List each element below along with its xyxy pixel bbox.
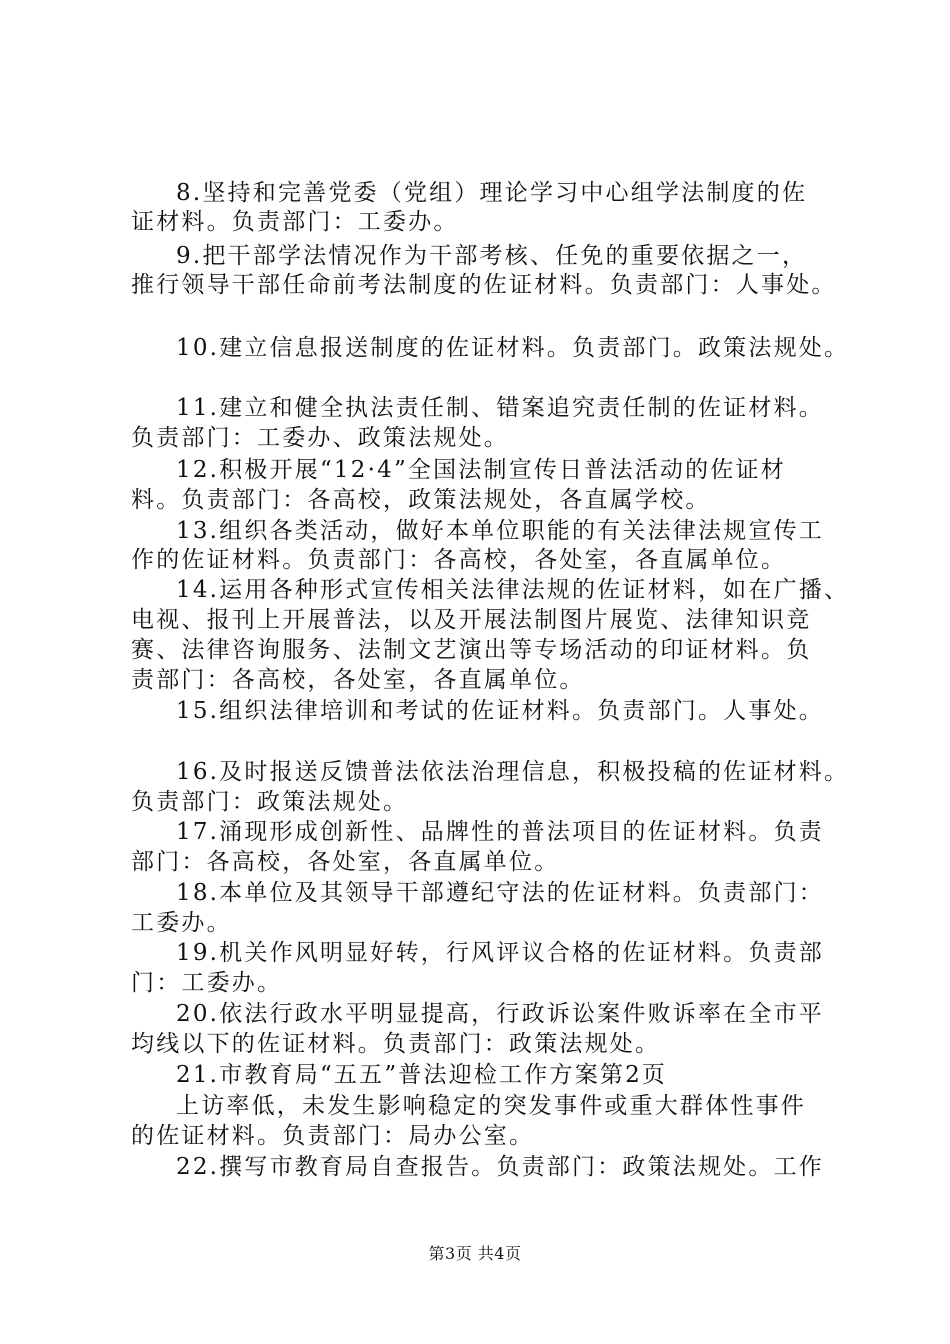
text-line: 负责部门：政策法规处。 <box>131 789 409 815</box>
text-line: 料。负责部门：各高校，政策法规处，各直属学校。 <box>131 487 711 513</box>
text-line: 的佐证材料。负责部门：局办公室。 <box>131 1123 535 1149</box>
text-line: 11.建立和健全执法责任制、错案追究责任制的佐证材料。 <box>176 395 824 421</box>
text-line: 14.运用各种形式宣传相关法律法规的佐证材料，如在广播、 <box>176 577 850 603</box>
text-line: 责部门：各高校，各处室，各直属单位。 <box>131 667 585 693</box>
text-line: 部门：各高校，各处室，各直属单位。 <box>131 849 560 875</box>
text-line: 21.市教育局“五五”普法迎检工作方案第2页 <box>176 1062 668 1088</box>
text-line: 门：工委办。 <box>131 970 283 996</box>
text-line: 均线以下的佐证材料。负责部门：政策法规处。 <box>131 1031 661 1057</box>
text-line: 20.依法行政水平明显提高，行政诉讼案件败诉率在全市平 <box>176 1001 824 1027</box>
text-line: 22.撰写市教育局自查报告。负责部门：政策法规处。工作 <box>176 1154 824 1180</box>
text-line: 12.积极开展“12·4”全国法制宣传日普法活动的佐证材 <box>176 457 786 483</box>
text-line: 赛、法律咨询服务、法制文艺演出等专场活动的印证材料。负 <box>131 637 812 663</box>
text-line: 19.机关作风明显好转，行风评议合格的佐证材料。负责部 <box>176 940 824 966</box>
text-line: 9.把干部学法情况作为干部考核、任免的重要依据之一， <box>176 243 808 269</box>
text-line: 17.涌现形成创新性、品牌性的普法项目的佐证材料。负责 <box>176 819 824 845</box>
text-line: 工委办。 <box>131 910 232 936</box>
text-line: 18.本单位及其领导干部遵纪守法的佐证材料。负责部门： <box>176 880 824 906</box>
text-line: 上访率低，未发生影响稳定的突发事件或重大群体性事件 <box>176 1093 806 1119</box>
text-line: 16.及时报送反馈普法依法治理信息，积极投稿的佐证材料。 <box>176 759 850 785</box>
text-line: 负责部门：工委办、政策法规处。 <box>131 425 509 451</box>
text-line: 13.组织各类活动，做好本单位职能的有关法律法规宣传工 <box>176 518 824 544</box>
text-line: 15.组织法律培训和考试的佐证材料。负责部门。人事处。 <box>176 698 824 724</box>
text-line: 8.坚持和完善党委（党组）理论学习中心组学法制度的佐 <box>176 180 808 206</box>
text-line: 电视、报刊上开展普法，以及开展法制图片展览、法律知识竞 <box>131 607 812 633</box>
text-line: 10.建立信息报送制度的佐证材料。负责部门。政策法规处。 <box>176 335 850 361</box>
text-line: 证材料。负责部门：工委办。 <box>131 209 459 235</box>
text-line: 推行领导干部任命前考法制度的佐证材料。负责部门：人事处。 <box>131 272 837 298</box>
text-line: 作的佐证材料。负责部门：各高校，各处室，各直属单位。 <box>131 547 787 573</box>
page-footer: 第3页 共4页 <box>428 1244 522 1263</box>
